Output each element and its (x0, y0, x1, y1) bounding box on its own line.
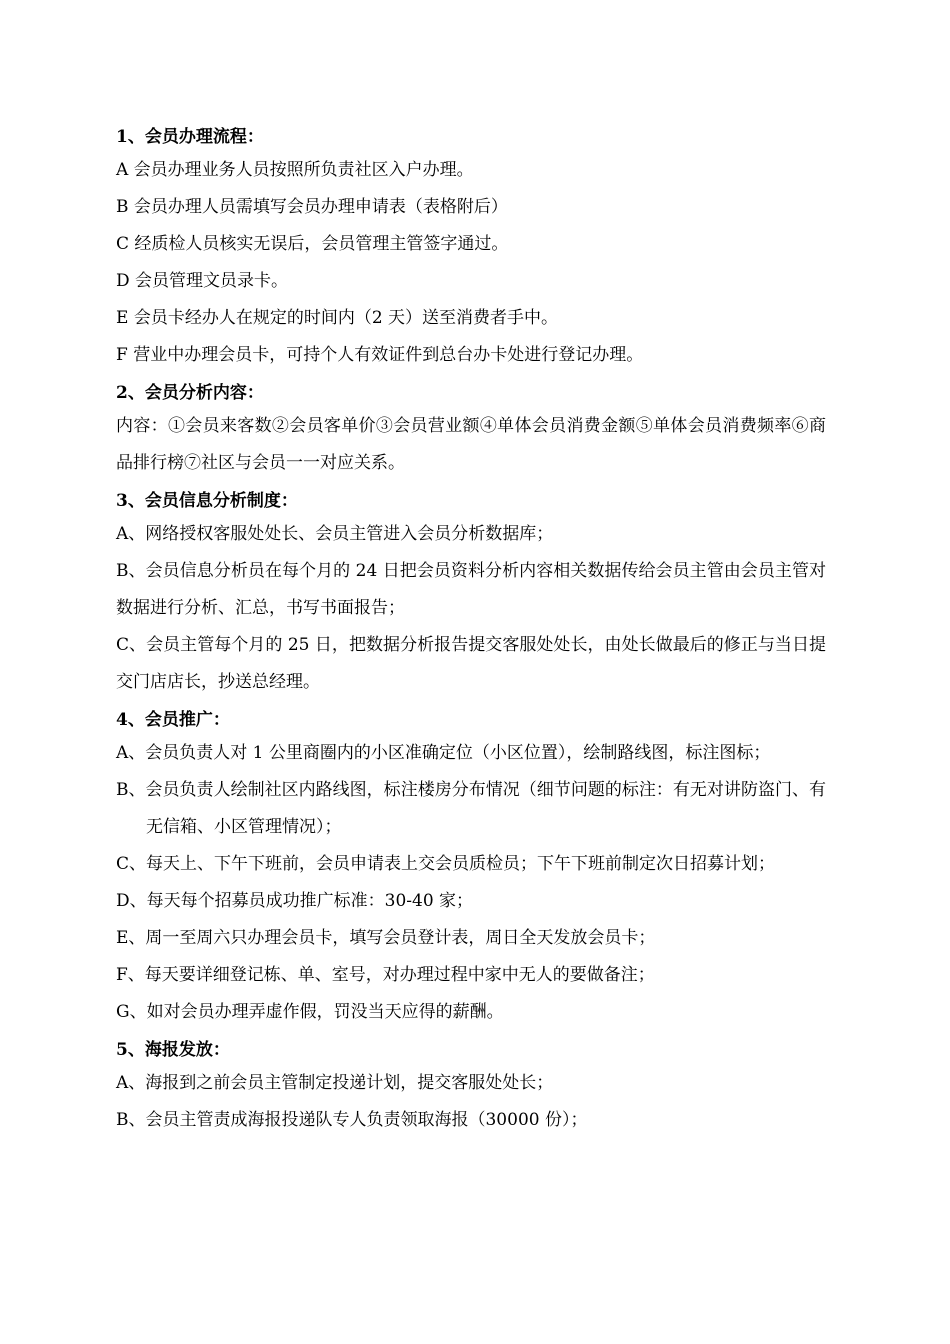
section-heading: 1、会员办理流程： (116, 127, 264, 147)
list-item: B、会员主管责成海报投递队专人负责领取海报（30000 份）； (116, 1110, 588, 1130)
section-info-analysis-policy (116, 490, 826, 701)
list-item: C 经质检人员核实无误后，会员管理主管签字通过。 (116, 234, 509, 254)
section-membership-process (116, 126, 826, 374)
list-item: D 会员管理文员录卡。 (116, 271, 289, 291)
list-item: B、会员信息分析员在每个月的 24 日把会员资料分析内容相关数据传给会员主管由会员主管对数据进行分析、汇总，书写书面报告； (116, 561, 826, 618)
list-item: F 营业中办理会员卡，可持个人有效证件到总台办卡处进行登记办理。 (116, 345, 644, 365)
list-item: C、会员主管每个月的 25 日，把数据分析报告提交客服处处长，由处长做最后的修正与当日提交门店店长，抄送总经理。 (116, 635, 826, 692)
section-member-analysis (116, 382, 826, 482)
section-poster-distribution (116, 1039, 826, 1139)
list-item: B、会员负责人绘制社区内路线图，标注楼房分布情况（细节问题的标注：有无对讲防盗门、有无信箱、小区管理情况）； (116, 780, 826, 837)
document-body (116, 126, 826, 1139)
list-item: A 会员办理业务人员按照所负责社区入户办理。 (116, 160, 474, 180)
list-item: A、会员负责人对 1 公里商圈内的小区准确定位（小区位置），绘制路线图，标注图标； (116, 743, 771, 763)
list-item: C、每天上、下午下班前，会员申请表上交会员质检员；下午下班前制定次日招募计划； (116, 854, 776, 874)
list-item: G、如对会员办理弄虚作假，罚没当天应得的薪酬。 (116, 1002, 504, 1022)
list-item: F、每天要详细登记栋、单、室号，对办理过程中家中无人的要做备注； (116, 965, 655, 985)
list-item: B 会员办理人员需填写会员办理申请表（表格附后） (116, 197, 508, 217)
section-heading: 2、会员分析内容： (116, 383, 264, 403)
list-item: D、每天每个招募员成功推广标准：30-40 家； (116, 891, 474, 911)
paragraph: 内容：①会员来客数②会员客单价③会员营业额④单体会员消费金额⑤单体会员消费频率⑥商品排行榜⑦社区与会员一一对应关系。 (116, 416, 826, 473)
section-heading: 4、会员推广： (116, 710, 230, 730)
list-item: A、网络授权客服处处长、会员主管进入会员分析数据库； (116, 524, 554, 544)
list-item: E 会员卡经办人在规定的时间内（2 天）送至消费者手中。 (116, 308, 559, 328)
section-member-promotion (116, 709, 826, 1031)
section-heading: 5、海报发放： (116, 1040, 230, 1060)
list-item: A、海报到之前会员主管制定投递计划，提交客服处处长； (116, 1073, 554, 1093)
list-item: E、周一至周六只办理会员卡，填写会员登计表，周日全天发放会员卡； (116, 928, 656, 948)
section-heading: 3、会员信息分析制度： (116, 491, 298, 511)
